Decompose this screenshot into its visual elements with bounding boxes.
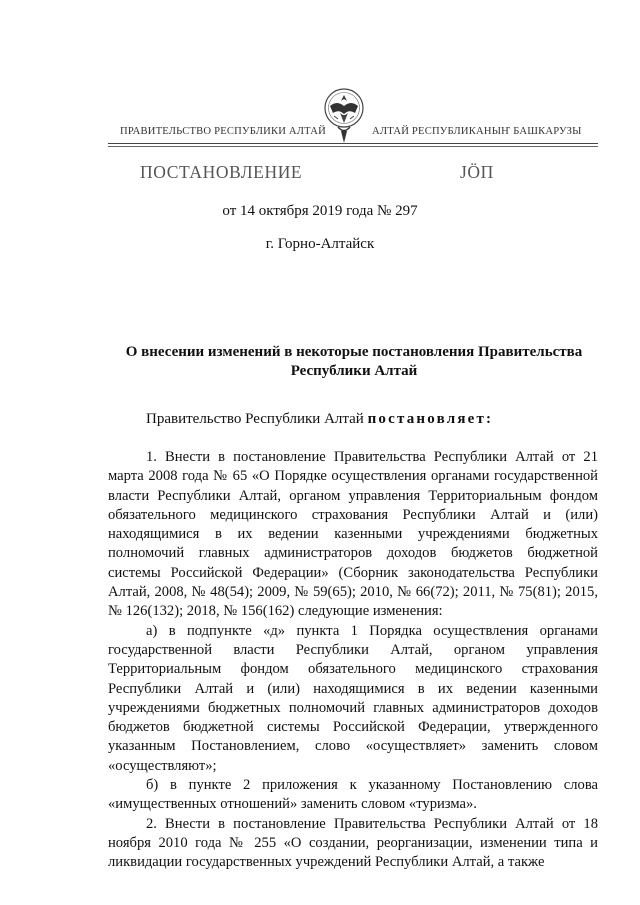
document-city: г. Горно-Алтайск [265, 236, 375, 252]
header-left-text: ПРАВИТЕЛЬСТВО РЕСПУБЛИКИ АЛТАЙ [120, 126, 326, 137]
document-body [108, 448, 598, 873]
header-rule [108, 143, 598, 144]
preamble [146, 411, 493, 428]
preamble-subject: Правительство Республики Алтай [146, 411, 368, 427]
document-type: ПОСТАНОВЛЕНИЕ [140, 162, 303, 182]
document-title: О внесении изменений в некоторые постановления Правительства Республики Алтай [125, 344, 583, 379]
coat-of-arms-icon [318, 86, 370, 146]
paragraph: 2. Внести в постановление Правительства Республики Алтай от 18 ноября 2010 года № 255 «О создании, реорганизации, изменении типа и ликвидации государственных учреждений Республики Алтай, а также [108, 815, 598, 871]
paragraph: 1. Внести в постановление Правительства Республики Алтай от 21 марта 2008 года № 65 «О Порядке осуществления органами государственной власти Республики Алтай, органом управления Территориальным фондом обязательного медицинского страхования Республики Алтай и (или) находящимися в их ведении казенными учреждениями бюджетных полномочий главных администраторов доходов бюджетов бюджетной системы Российской Федерации» (Сборник законодательства Республики Алтай, 2008, № 48(54); 2009, № 59(65); 2010, № 66(72); 2011, № 75(81); 2015, № 126(132); 2018, № 156(162) следующие изменения: [108, 449, 598, 620]
paragraph: а) в подпункте «д» пункта 1 Порядка осуществления органами государственной власти Республики Алтай, органом управления Территориальным фондом обязательного медицинского страхования Республики Алтай и (или) находящимися в их ведении казенными учреждениями бюджетных полномочий главных администраторов доходов бюджетов бюджетной системы Российской Федерации, утвержденного указанным Постановлением, слово «осуществляет» заменить словом «осуществляют»; [108, 622, 598, 774]
header-right-text: АЛТАЙ РЕСПУБЛИКАНЫҤ БАШКАРУЗЫ [372, 126, 582, 137]
paragraph: б) в пункте 2 приложения к указанному Постановлению слова «имущественных отношений» заменить словом «туризма». [108, 777, 598, 813]
document-date: от 14 октября 2019 года № 297 [222, 203, 418, 219]
document-type-altai: ЈӦП [460, 162, 494, 182]
preamble-verb: постановляет: [367, 411, 494, 427]
header-rule-thin [108, 146, 598, 147]
